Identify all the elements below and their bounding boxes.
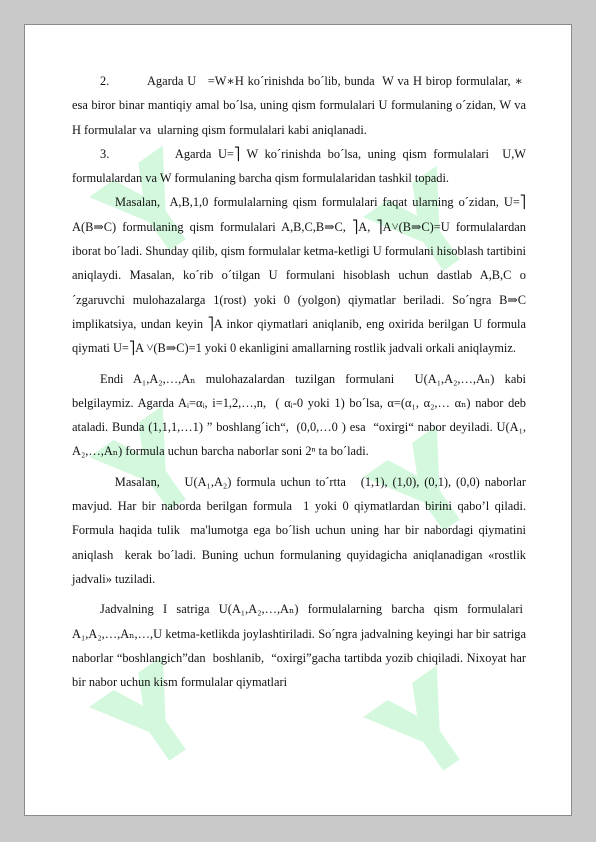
paragraph-3: Masalan, A,B,1,0 formulalarning qism formulalari faqat ularning o´zidan, U=⎤ A(B⇒C) formulaning qism formulalari A,B,C,B⇒C, ⎤A, ⎤A˅(B⇒C)=U formulalardan iborat bo´ladi. Shunday qilib, qism formulalar ketma-ketligi U formulani hisoblash tartibini aniqlaydi. Masalan, ko´rib o´tilgan U formulani hisoblash uchun dastlab A,B,C o´zgaruvchi mulohazalarga 1(rost) yoki 0 (yolgon) qiymatlar beriladi. So´ngra B⇒C implikatsiya, undan keyin ⎤A inkor qiymatlari aniqlanib, eng oxirida berilgan U formula qiymati U=⎤A ˅(B⇒C)=1 yoki 0 ekanligini amallarning rostlik jadvali orkali aniqlaymiz. <box>72 195 526 356</box>
document-page <box>24 24 572 816</box>
document-body <box>72 69 526 694</box>
paragraph-6: Jadvalning I satriga U(A₁,A₂,…,Aₙ) formulalarning barcha qism formulalari A₁,A₂,…,Aₙ,…,U ketma-ketlikda joylashtiriladi. So´ngra jadvalning keyingi har bir satriga naborlar “boshlangich”dan boshlanib, “oxirgi”gacha tartibda yozib chiqiladi. Nixoyat har bir nabor uchun kism formulalar qiymatlari <box>72 602 526 690</box>
paragraph-5: Masalan, U(A₁,A₂) formula uchun to´rtta (1,1), (1,0), (0,1), (0,0) naborlar mavjud. Har bir naborda berilgan formula 1 yoki 0 qiymatlardan birini qabo’l qiladi. Formula haqida tulik ma'lumotga ega bo´lish uchun uning har bir nabordagi qiymatini aniqlash kerak bo´ladi. Buning uchun formulaning quyidagicha aniqlanadigan «rostlik jadvali» tuziladi. <box>72 474 526 586</box>
paragraph-2: 3. Agarda U=⎤ W ko´rinishda bo´lsa, uning qism formulalari U,W formulalardan va W formulaning barcha qism formulalaridan tashkil topadi. <box>72 146 526 186</box>
paragraph-4: Endi A₁,A₂,…,Aₙ mulohazalardan tuzilgan formulani U(A₁,A₂,…,Aₙ) kabi belgilaymiz. Agarda Aᵢ=αᵢ, i=1,2,…,n, ( αᵢ-0 yoki 1) bo´lsa, α=(α₁, α₂,… αₙ) nabor deb ataladi. Bunda (1,1,1,…1) ” boshlang´ich“, (0,0,…0 ) esa “oxirgi“ nabor deyiladi. U(A₁, A₂,…,Aₙ) formula uchun barcha naborlar soni 2ⁿ ta bo´ladi. <box>72 371 526 459</box>
paragraph-1: 2. Agarda U =W∗H ko´rinishda bo´lib, bunda W va H birop formulalar, ∗ esa biror binar mantiqiy amal bo´lsa, uning qism formulalari U formulaning o´zidan, W va H formulalar va ularning qism formulalari kabi aniqlanadi. <box>72 74 526 137</box>
